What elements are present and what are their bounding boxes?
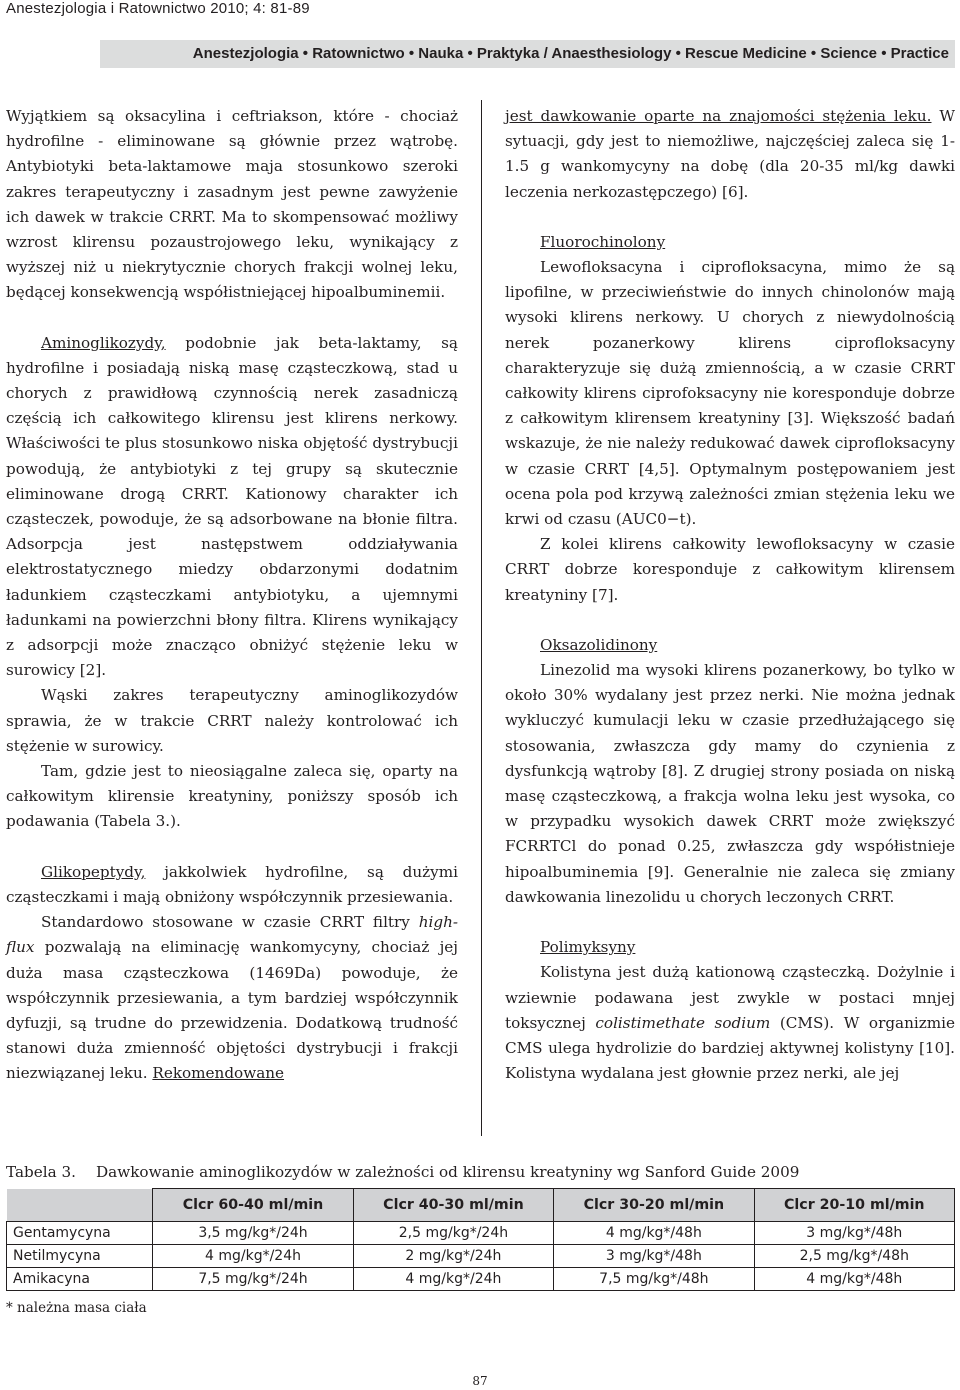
emphasis-text: colistimethate sodium [595,1013,771,1032]
paragraph [6,910,458,1086]
paragraph-glycopeptides [6,860,458,910]
table-cell: 4 mg/kg*/24h [353,1268,553,1291]
heading-text: Oksazolidinony [540,635,658,654]
journal-reference: Anestezjologia i Ratownictwo 2010; 4: 81-89 [6,0,310,17]
table-cell-drug: Amikacyna [7,1268,153,1291]
emphasis-text: high-flux [6,913,458,957]
paragraph: Lewofloksacyna i ciprofloksacyna, mimo że są lipofilne, w przeciwieństwie do innych chinolonów mają wysoki klirens nerkowy. U chorych z niewydolnością nerek pozanerkowy klirens ciprofloksacyny charakteryzuje się dużą zmiennością, a w czasie CRRT całkowity klirens ciprofoksacyny nie koresponduje dobrze z całkowitym klirensem kreatyniny [3]. Większość badań wskazuje, że nie należy redukować dawek ciprofloksacyny w czasie CRRT [4,5]. Optymalnym postępowaniem jest ocena pola pod krzywą zależności zmian stężenia leku we krwi od czasu (AUC0−t). [505,258,955,529]
paragraph: Wyjątkiem są oksacylina i ceftriakson, które - chociaż hydrofilne - eliminowane są głównie przez wątrobę. Antybiotyki beta-laktamowe maja stosunkowo szeroki zakres terapeutyczny i zasadnym jest pewne zawyżenie ich dawek w trakcie CRRT. Ma to skompensować możliwy wzrost klirensu pozaustrojowego leku, wynikający z wyższej niż u niekrytycznie chorych frakcji wolnej leku, będącej konsekwencją współistniejącej hipoalbuminemii. [6,107,458,302]
table-cell-drug: Netilmycyna [7,1245,153,1268]
section-heading-polymyxins [505,935,955,960]
table-header-row [7,1189,955,1222]
table-cell: 4 mg/kg*/48h [554,1222,754,1245]
table-row [7,1222,955,1245]
heading-text: Polimyksyny [540,938,636,957]
journal-banner: Anestezjologia • Ratownictwo • Nauka • Praktyka / Anaesthesiology • Rescue Medicine • Science • Practice [100,40,955,68]
table-header-cell: Clcr 30-20 ml/min [554,1189,754,1222]
page-number: 87 [472,1374,488,1388]
table-cell-drug: Gentamycyna [7,1222,153,1245]
section-heading-fluoroquinolones [505,230,955,255]
heading-text: Fluorochinolony [540,232,666,251]
paragraph-text: pozwalają na eliminację wankomycyny, chociaż jej duża masa cząsteczkowa (1469Da) powoduje, że współczynnik przesiewania, a tym bardziej współczynnik dyfuzji, są trudne do przewidzenia. Dodatkową trudność stanowi duża zmienność objętości dystrybucji i frakcji niezwiązanej leku. [6,938,458,1083]
table-cell: 7,5 mg/kg*/48h [554,1268,754,1291]
dosage-table [6,1188,955,1291]
paragraph-aminoglycosides [6,331,458,684]
paragraph: Linezolid ma wysoki klirens pozanerkowy, bo tylko w około 30% wydalany jest przez nerki. Nie można jednak wykluczyć kumulacji leku w czasie przedłużającego się stosowania, zwłaszcza gdy mamy do czynienia z dysfunkcją wątroby [8]. Z drugiej strony posiada on niską masę cząsteczkową, a frakcja wolna leku jest wysoka, co w przypadku wysokich dawek CRRT może zwiększyć FCRRTCl do ponad 0.25, zwłaszcza gdy współistnieje hipoalbuminemia [9]. Generalnie nie zaleca się zmiany dawkowania linezolidu u chorych leczonych CRRT. [505,661,955,906]
table-cell: 2 mg/kg*/24h [353,1245,553,1268]
table-header-cell: Clcr 20-10 ml/min [754,1189,954,1222]
table-cell: 2,5 mg/kg*/48h [754,1245,954,1268]
table-row [7,1245,955,1268]
table-header-blank [7,1189,153,1222]
table-header-cell: Clcr 40-30 ml/min [353,1189,553,1222]
table-cell: 4 mg/kg*/48h [754,1268,954,1291]
underlined-text: jest dawkowanie oparte na znajomości stężenia leku. [505,107,932,125]
table-footnote: * należna masa ciała [6,1300,147,1316]
section-heading-glycopeptides: Glikopeptydy, [41,862,146,881]
paragraph-text: (CMS). W organizmie CMS ulega hydrolizie do bardziej aktywnej kolistyny [10]. Kolistyna wydalana jest głownie przez nerki, ale jej [505,1013,955,1083]
table-caption [6,1162,799,1182]
paragraph: Z kolei klirens całkowity lewofloksacyny w czasie CRRT dobrze koresponduje z całkowitym klirensem kreatyniny [7]. [505,535,955,604]
table-caption-text: Dawkowanie aminoglikozydów w zależności od klirensu kreatyniny wg Sanford Guide 2009 [96,1163,800,1181]
column-divider [481,100,482,1136]
paragraph [505,960,955,1086]
table-header-cell: Clcr 60-40 ml/min [153,1189,353,1222]
right-column [505,104,955,1086]
paragraph-text: podobnie jak beta-laktamy, są hydrofilne i posiadają niską masę cząsteczkową, stad u chorych z prawidłową czynnością nerek zasadniczą częścią ich całkowitego klirensu jest klirens nerkowy. Właściwości te plus stosunkowo niska objętość dystrybucji powodują, że antybiotyki z tej grupy są skutecznie eliminowane drogą CRRT. Kationowy charakter ich cząsteczek, powoduje, że są adsorbowane na błonie filtra. Adsorpcja jest następstwem oddziaływania elektrostatycznego miedzy obdarzonymi dodatnim ładunkiem cząsteczkami antybiotyku, a ujemnymi ładunkami na powierzchni błony filtra. Klirens wynikający z adsorpcji może znacząco obniżyć stężenie leku w surowicy [2]. [6,333,458,680]
table-cell: 7,5 mg/kg*/24h [153,1268,353,1291]
left-column [6,104,458,1087]
section-heading-oxazolidinones [505,633,955,658]
table-cell: 3 mg/kg*/48h [754,1222,954,1245]
paragraph [505,104,955,205]
table-cell: 4 mg/kg*/24h [153,1245,353,1268]
paragraph-text: Standardowo stosowane w czasie CRRT filtry [41,913,419,932]
paragraph: Wąski zakres terapeutyczny aminoglikozydów sprawia, że w trakcie CRRT należy kontrolować ich stężenie w surowicy. [6,686,458,755]
table-cell: 2,5 mg/kg*/24h [353,1222,553,1245]
paragraph: Tam, gdzie jest to nieosiągalne zaleca się, oparty na całkowitym klirensie kreatyniny, poniższy sposób ich podawania (Tabela 3.). [6,762,458,831]
table-cell: 3 mg/kg*/48h [554,1245,754,1268]
table-cell: 3,5 mg/kg*/24h [153,1222,353,1245]
section-heading-aminoglycosides: Aminoglikozydy, [41,333,166,352]
paragraph-text: W sytuacji, gdy jest to niemożliwe, najczęściej zaleca się 1-1.5 g wankomycyny na dobę (dla 20-35 ml/kg dawki leczenia nerkozastępczego) [6]. [505,107,955,201]
underlined-text: Rekomendowane [152,1064,285,1083]
paragraph-text: jakkolwiek hydrofilne, są dużymi cząsteczkami i mają obniżony współczynnik przesiewania. [6,862,458,906]
paragraph-text: Kolistyna jest dużą kationową cząsteczką. Dożylnie i wziewnie podawana jest zwykle w postaci mnjej toksycznej [505,963,955,1032]
table-row [7,1268,955,1291]
table-label: Tabela 3. [6,1163,76,1181]
